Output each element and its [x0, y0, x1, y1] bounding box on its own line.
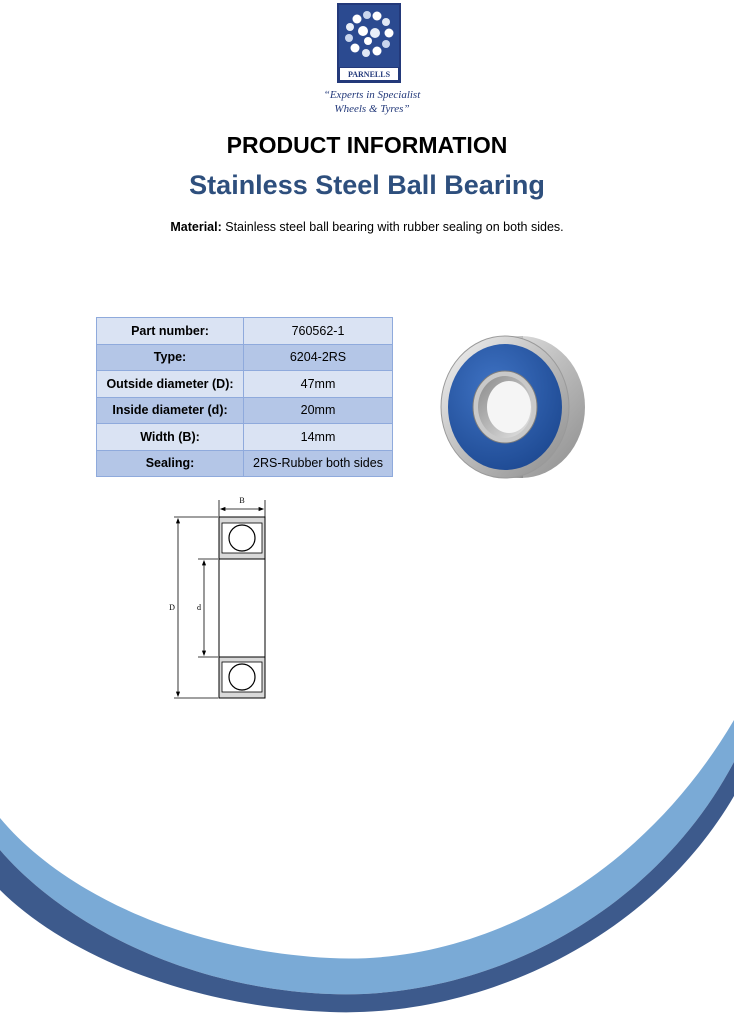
spec-value: 20mm: [244, 397, 393, 424]
page-heading: PRODUCT INFORMATION: [226, 132, 508, 158]
material-label: Material:: [170, 220, 222, 234]
spec-label: Sealing:: [97, 450, 244, 477]
spec-row: [97, 344, 393, 371]
material-description: [0, 220, 734, 234]
spec-value: 47mm: [244, 371, 393, 398]
spec-value: 6204-2RS: [244, 344, 393, 371]
spec-label: Inside diameter (d):: [97, 397, 244, 424]
brand-name: PARNELLS: [347, 70, 391, 79]
ball-bearing-photo-icon: [423, 312, 595, 494]
tagline-line-2: Wheels & Tyres”: [334, 103, 410, 115]
spec-value: 760562-1: [244, 318, 393, 345]
spec-row: [97, 371, 393, 398]
spec-label: Part number:: [97, 318, 244, 345]
bearing-cross-section-icon: [160, 495, 280, 705]
product-title: Stainless Steel Ball Bearing: [189, 170, 545, 200]
material-text: Stainless steel ball bearing with rubber sealing on both sides.: [221, 220, 564, 234]
dimension-label-d: d: [197, 603, 201, 612]
spec-row: [97, 424, 393, 451]
dimension-label-B: B: [239, 496, 245, 505]
tagline-line-1: “Experts in Specialist: [323, 89, 421, 101]
spec-value: 2RS-Rubber both sides: [244, 450, 393, 477]
spec-label: Outside diameter (D):: [97, 371, 244, 398]
parnells-logo-icon: [337, 3, 401, 83]
spec-row: [97, 450, 393, 477]
spec-table: [96, 317, 393, 477]
brand-tagline: [300, 88, 444, 116]
dimension-label-D: D: [169, 603, 175, 612]
spec-row: [97, 318, 393, 345]
decorative-wave: [0, 700, 734, 1024]
spec-label: Width (B):: [97, 424, 244, 451]
spec-row: [97, 397, 393, 424]
spec-label: Type:: [97, 344, 244, 371]
spec-value: 14mm: [244, 424, 393, 451]
